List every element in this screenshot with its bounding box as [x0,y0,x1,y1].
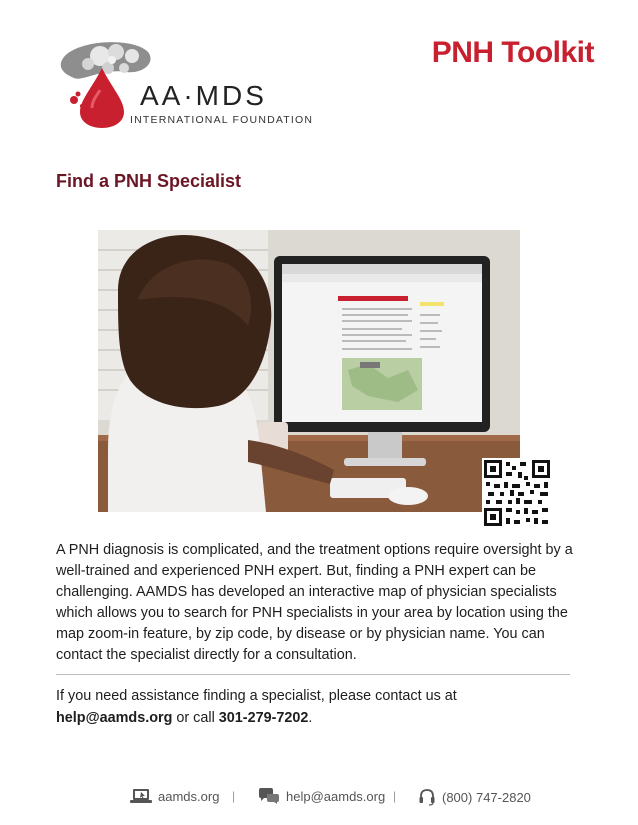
toolkit-title: PNH Toolkit [431,36,594,69]
contact-mid: or call [172,710,219,726]
footer [0,788,638,808]
contact-paragraph [56,685,576,729]
footer-separator: | [393,789,397,803]
footer-website[interactable] [130,788,219,804]
contact-end: . [308,710,313,726]
logo-subtitle: INTERNATIONAL FOUNDATION [130,114,314,126]
contact-phone-link[interactable]: 301-279-7202 [218,710,309,726]
divider [56,674,570,675]
footer-website-text: aamds.org [158,788,220,804]
logo-wordmark: AA·MDS [140,80,267,111]
laptop-icon [130,788,152,804]
contact-email-link[interactable]: help@aamds.org [56,710,173,726]
footer-phone-text: (800) 747-2820 [442,789,531,805]
section-title: Find a PNH Specialist [56,171,242,191]
footer-separator: | [232,789,236,803]
qr-code-icon [482,458,552,528]
contact-lead: If you need assistance finding a specialist, please contact us at [56,688,457,704]
body-paragraph: A PNH diagnosis is complicated, and the treatment options require oversight by a well-trained and experienced PNH expert. But, finding a PNH expert can be challenging. AAMDS has developed an interactive map of physician specialists which allows you to search for PNH specialists in your area by location using the map zoom-in feature, by zip code, by disease or by physician name. You can contact the specialist directly for a consultation. [56,542,573,663]
footer-phone[interactable] [418,788,531,806]
specialist-map-photo [98,230,520,512]
footer-email[interactable] [258,788,385,804]
footer-email-text: help@aamds.org [286,788,386,804]
headset-icon [418,788,436,806]
chat-bubbles-icon [258,788,280,804]
